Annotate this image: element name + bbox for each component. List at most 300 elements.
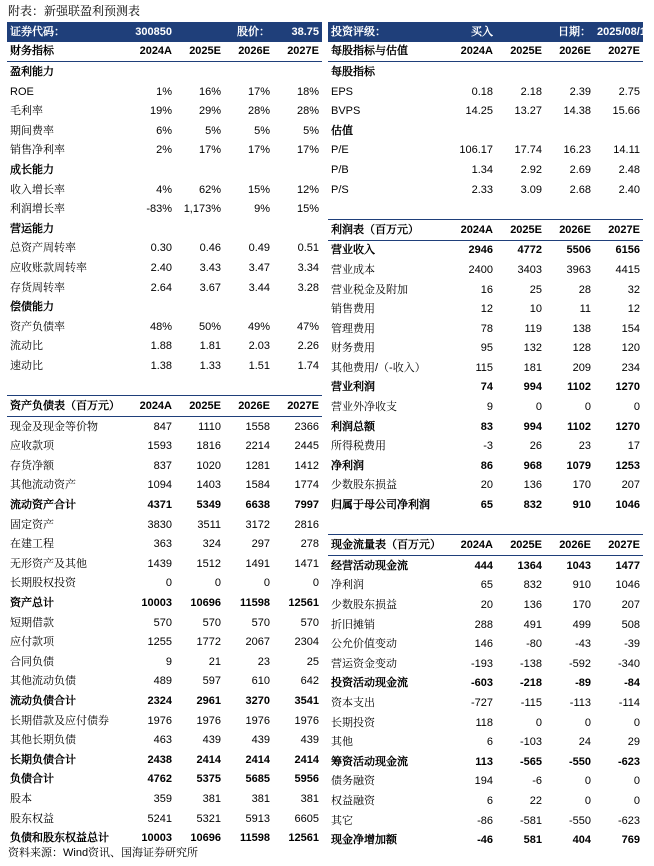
table-header-row [7, 42, 322, 62]
row-label: 偿债能力 [10, 301, 54, 314]
row-value [273, 219, 322, 239]
row-value: 5685 [245, 773, 270, 786]
row-value: 489 [153, 675, 172, 688]
row-label: P/S [331, 183, 349, 196]
table-row [328, 280, 643, 300]
row-value: 0 [535, 716, 542, 729]
row-label: 营业税金及附加 [331, 283, 408, 296]
row-value: 95 [480, 342, 493, 355]
row-value: 10696 [190, 832, 221, 845]
row-value: 5% [205, 124, 221, 137]
row-value: 832 [523, 499, 542, 512]
row-value: -83% [146, 203, 172, 216]
row-value: 2027E [594, 42, 643, 62]
row-value: 2.18 [520, 85, 542, 98]
row-value [447, 515, 496, 535]
row-value: 138 [572, 322, 591, 335]
row-value: -340 [617, 657, 640, 670]
row-value: 404 [572, 834, 591, 847]
row-value: 17% [296, 144, 319, 157]
row-value: 1.38 [150, 359, 172, 372]
row-label: 少数股东损益 [331, 479, 397, 492]
row-value: 23 [257, 655, 270, 668]
row-value: 1270 [615, 381, 640, 394]
row-value: 49% [247, 320, 270, 333]
row-value: 570 [202, 616, 221, 629]
row-label: 公允价值变动 [331, 638, 397, 651]
row-value [224, 62, 273, 82]
row-value: 2816 [294, 518, 319, 531]
row-value: 12 [627, 303, 640, 316]
table-row [328, 141, 643, 161]
table-row [7, 613, 322, 633]
row-value: 2024A [126, 42, 175, 62]
table-row [7, 199, 322, 219]
row-value: 22 [529, 794, 542, 807]
row-label: 经营活动现金流 [331, 559, 408, 572]
row-value: 1412 [294, 459, 319, 472]
table-row [7, 101, 322, 121]
row-value: 0 [214, 577, 221, 590]
row-value: 128 [572, 342, 591, 355]
row-value: 0 [535, 401, 542, 414]
row-value: 2961 [196, 694, 221, 707]
row-value: 2067 [245, 636, 270, 649]
row-value: 47% [296, 320, 319, 333]
row-value: 5913 [245, 812, 270, 825]
row-value: 106.17 [459, 144, 493, 157]
row-value: 1020 [196, 459, 221, 472]
table-row [328, 693, 643, 713]
row-value: 597 [202, 675, 221, 688]
row-value: 1.33 [199, 359, 221, 372]
row-value: 1584 [245, 479, 270, 492]
row-value: 24 [578, 736, 591, 749]
row-value: 2.39 [569, 85, 591, 98]
table-row [328, 830, 643, 850]
row-value: 2027E [273, 42, 322, 62]
row-label: 合同负债 [10, 655, 54, 668]
row-label: 长期股权投资 [10, 577, 76, 590]
row-value: 3.34 [297, 261, 319, 274]
row-value: 3.43 [199, 261, 221, 274]
row-label: 其他 [331, 736, 353, 749]
row-value [224, 376, 273, 396]
table-row [7, 691, 322, 711]
table-row [7, 456, 322, 476]
left-panel [7, 22, 322, 848]
row-value: 288 [474, 618, 493, 631]
row-value: 3963 [566, 263, 591, 276]
row-value: 10003 [141, 597, 172, 610]
row-value: 0 [633, 401, 640, 414]
stock-code-value: 300850 [126, 22, 175, 42]
row-value: 207 [621, 599, 640, 612]
row-label: 净利润 [331, 579, 364, 592]
row-value: -86 [477, 814, 493, 827]
row-value: 1110 [198, 420, 221, 433]
table-row [328, 595, 643, 615]
date-label: 日期： [545, 22, 594, 42]
row-label [7, 376, 126, 396]
row-value: 1774 [294, 479, 319, 492]
row-value: 1046 [615, 579, 640, 592]
row-value: 132 [523, 342, 542, 355]
table-row [328, 82, 643, 102]
row-value: 3511 [197, 518, 221, 531]
top-bar-right [328, 22, 643, 42]
row-value: 0.30 [150, 242, 172, 255]
row-value: 3.09 [520, 183, 542, 196]
row-label: 资产负债表（百万元） [7, 396, 126, 417]
row-value: 570 [300, 616, 319, 629]
row-value: 3541 [294, 694, 319, 707]
row-label: 资本支出 [331, 696, 375, 709]
row-value: 146 [474, 638, 493, 651]
row-value: 3.47 [248, 261, 270, 274]
row-value: 1976 [147, 714, 172, 727]
row-value: -623 [617, 814, 640, 827]
row-value: 1% [156, 85, 172, 98]
row-label: 流动负债合计 [10, 694, 76, 707]
table-row [7, 770, 322, 790]
row-label: 存货周转率 [10, 281, 65, 294]
row-label: 销售费用 [331, 303, 375, 316]
row-label: 其他流动资产 [10, 479, 76, 492]
row-value: 570 [153, 616, 172, 629]
table-row [328, 713, 643, 733]
row-label: 债务融资 [331, 775, 375, 788]
row-value: 12561 [288, 597, 319, 610]
table-row [328, 654, 643, 674]
row-value: 2027E [594, 535, 643, 556]
row-label: 现金净增加额 [331, 834, 397, 847]
row-value: -565 [519, 755, 542, 768]
table-row [7, 750, 322, 770]
row-value: 2026E [545, 535, 594, 556]
row-value: 6% [156, 124, 172, 137]
row-value: 2414 [294, 753, 319, 766]
row-label: 每股指标 [331, 65, 375, 78]
row-value: 0 [263, 577, 270, 590]
table-row [7, 730, 322, 750]
row-value: 6638 [245, 499, 270, 512]
row-value [273, 297, 322, 317]
row-value: 381 [202, 792, 221, 805]
table-row [328, 339, 643, 359]
row-value: 2.68 [569, 183, 591, 196]
row-value: 170 [572, 479, 591, 492]
row-label: 利润总额 [331, 420, 375, 433]
row-label: 营运资金变动 [331, 657, 397, 670]
row-value: -39 [624, 638, 640, 651]
table-row [328, 180, 643, 200]
row-value [447, 62, 496, 82]
row-value: 2.03 [248, 340, 270, 353]
row-value: 2324 [147, 694, 172, 707]
table-row [7, 278, 322, 298]
row-value: -603 [470, 677, 493, 690]
row-label: 股本 [10, 792, 32, 805]
row-value: 4371 [147, 499, 172, 512]
row-value: 209 [572, 361, 591, 374]
section-row [7, 297, 322, 317]
row-value: 1281 [245, 459, 270, 472]
row-value: 118 [475, 716, 493, 729]
row-label: 营业成本 [331, 263, 375, 276]
row-value: -115 [520, 696, 542, 709]
table-row [7, 652, 322, 672]
row-value: 1558 [245, 420, 270, 433]
table-row [328, 299, 643, 319]
row-value: 17% [198, 144, 221, 157]
row-value: 6 [486, 794, 493, 807]
row-value [224, 219, 273, 239]
row-value: 1512 [196, 557, 221, 570]
row-value: 154 [621, 322, 640, 335]
row-value: 0 [165, 577, 172, 590]
table-row [328, 260, 643, 280]
row-label: 估值 [331, 124, 353, 137]
row-value: 11 [579, 303, 591, 316]
row-value: 2025E [496, 535, 545, 556]
table-row [7, 141, 322, 161]
price-value: 38.75 [273, 22, 322, 42]
row-value: 499 [572, 618, 591, 631]
row-value: 15% [296, 203, 319, 216]
row-value [545, 121, 594, 141]
row-value: 2304 [294, 636, 319, 649]
date-value: 2025/08/12 [594, 22, 643, 42]
row-value: 16.23 [563, 144, 591, 157]
row-value: 15.66 [612, 105, 640, 118]
row-value: 491 [523, 618, 542, 631]
row-value: 1976 [294, 714, 319, 727]
table-row [328, 397, 643, 417]
table-header-row [7, 396, 322, 417]
table-row [328, 515, 643, 535]
row-label: 净利润 [331, 459, 364, 472]
table-row [7, 121, 322, 141]
row-value: 910 [572, 499, 591, 512]
row-value: 48% [149, 320, 172, 333]
row-value: 28% [247, 105, 270, 118]
row-value [545, 515, 594, 535]
row-value: 0 [633, 794, 640, 807]
row-value: 0 [584, 716, 591, 729]
row-value: 29 [627, 736, 640, 749]
row-value: 14.25 [465, 105, 493, 118]
row-value [126, 62, 175, 82]
row-value: 28 [578, 283, 591, 296]
table-row [7, 711, 322, 731]
row-value [594, 199, 643, 219]
page-title: 附表：新强联盈利预测表 [8, 4, 141, 18]
row-value: -193 [470, 657, 493, 670]
row-value: 2946 [468, 244, 493, 257]
row-value: 359 [153, 792, 172, 805]
row-value [496, 62, 545, 82]
row-value: 2027E [273, 396, 322, 417]
row-value: 1976 [245, 714, 270, 727]
row-value: 3.44 [248, 281, 270, 294]
table-row [328, 101, 643, 121]
row-value: 2438 [147, 753, 172, 766]
row-value: 837 [153, 459, 172, 472]
row-value [175, 376, 224, 396]
row-value: 2025E [496, 42, 545, 62]
row-value [224, 297, 273, 317]
row-value: 381 [300, 792, 319, 805]
row-value: -114 [618, 696, 640, 709]
rating-value: 买入 [447, 22, 496, 42]
row-label: 成长能力 [10, 163, 54, 176]
row-value: 610 [251, 675, 270, 688]
row-value: -6 [532, 775, 542, 788]
row-value [594, 121, 643, 141]
row-value: 0.49 [248, 242, 270, 255]
row-value: 2414 [196, 753, 221, 766]
row-value: 324 [202, 538, 221, 551]
row-value: -89 [575, 677, 591, 690]
row-value: 4762 [147, 773, 172, 786]
row-value: 5956 [294, 773, 319, 786]
table-header-row [328, 42, 643, 62]
row-value: 444 [474, 559, 493, 572]
row-label: 销售净利率 [10, 144, 65, 157]
row-value [175, 62, 224, 82]
row-value: 2.33 [471, 183, 493, 196]
row-value: 12% [296, 183, 319, 196]
row-value: 9% [254, 203, 270, 216]
table-row [7, 672, 322, 692]
row-label: 应付款项 [10, 636, 54, 649]
table-row [7, 416, 322, 436]
row-value: 1477 [615, 559, 640, 572]
row-value: 20 [480, 479, 493, 492]
row-value: 5% [254, 124, 270, 137]
row-value: 832 [523, 579, 542, 592]
row-value: 12 [480, 303, 493, 316]
row-value: -727 [470, 696, 493, 709]
section-row [328, 121, 643, 141]
row-value: 2% [156, 144, 172, 157]
row-value [126, 219, 175, 239]
row-value: 2.69 [569, 163, 591, 176]
row-value: 113 [475, 755, 493, 768]
row-label: 其他流动负债 [10, 675, 76, 688]
row-value: 1439 [147, 557, 172, 570]
row-value: 381 [251, 792, 270, 805]
row-value: 363 [153, 538, 172, 551]
row-value: 18% [296, 85, 319, 98]
row-value: 1.74 [297, 359, 319, 372]
row-value: 2214 [245, 440, 270, 453]
table-row [328, 556, 643, 576]
row-value: 2.40 [618, 183, 640, 196]
row-label: 无形资产及其他 [10, 557, 87, 570]
row-value: 570 [251, 616, 270, 629]
row-label: 盈利能力 [10, 65, 54, 78]
row-value: 847 [153, 420, 172, 433]
table-row [7, 828, 322, 848]
row-value: 1403 [196, 479, 221, 492]
table-row [7, 574, 322, 594]
row-value [545, 199, 594, 219]
row-value: 1.81 [199, 340, 221, 353]
row-value: 1,173% [183, 203, 221, 216]
table-row [328, 319, 643, 339]
table-row [7, 495, 322, 515]
row-value: 181 [523, 361, 542, 374]
row-label: 财务费用 [331, 342, 375, 355]
row-value: 1593 [147, 440, 172, 453]
row-label: 期间费率 [10, 124, 54, 137]
row-value [447, 199, 496, 219]
row-label: 长期借款及应付债券 [10, 714, 109, 727]
row-value: 581 [523, 834, 542, 847]
row-value: 2024A [447, 42, 496, 62]
row-label [328, 515, 447, 535]
row-value: 5349 [196, 499, 221, 512]
row-label: 少数股东损益 [331, 599, 397, 612]
row-value: 968 [523, 459, 542, 472]
row-label: 营业外净收支 [331, 401, 397, 414]
row-label: 归属于母公司净利润 [331, 499, 430, 512]
row-value: 29% [198, 105, 221, 118]
row-value: 2.64 [150, 281, 172, 294]
row-value: 4415 [615, 263, 640, 276]
row-value: 136 [523, 479, 542, 492]
row-value [273, 160, 322, 180]
row-value: 0 [633, 716, 640, 729]
row-label: 所得税费用 [331, 440, 386, 453]
source-footnote: 资料来源：Wind资讯、国海证券研究所 [8, 847, 199, 859]
row-value [496, 121, 545, 141]
row-value: 1.34 [471, 163, 493, 176]
row-value: -581 [519, 814, 542, 827]
table-row [328, 417, 643, 437]
row-label: 其他费用/（-收入） [331, 361, 426, 374]
row-label: 利润表（百万元） [328, 219, 447, 240]
row-value: 1102 [567, 420, 591, 433]
section-row [328, 62, 643, 82]
row-value: 0.18 [471, 85, 493, 98]
row-value: 2026E [545, 219, 594, 240]
row-label: P/B [331, 163, 349, 176]
row-value: -80 [526, 638, 542, 651]
row-value [447, 121, 496, 141]
row-value: 17.74 [514, 144, 542, 157]
row-value: 2.75 [618, 85, 640, 98]
row-value: 769 [621, 834, 640, 847]
table-row [328, 674, 643, 694]
row-value: -623 [617, 755, 640, 768]
row-value: 2025E [175, 396, 224, 417]
row-value: -550 [568, 755, 591, 768]
row-value: 1270 [615, 420, 640, 433]
table-row [328, 240, 643, 260]
row-value: -103 [519, 736, 542, 749]
row-value: 83 [480, 420, 493, 433]
row-value: 1.51 [248, 359, 270, 372]
row-value: 2.26 [297, 340, 319, 353]
row-value: 1255 [147, 636, 172, 649]
row-label: 短期借款 [10, 616, 54, 629]
row-value: 65 [480, 579, 493, 592]
row-label: P/E [331, 144, 349, 157]
row-value: 0 [584, 775, 591, 788]
